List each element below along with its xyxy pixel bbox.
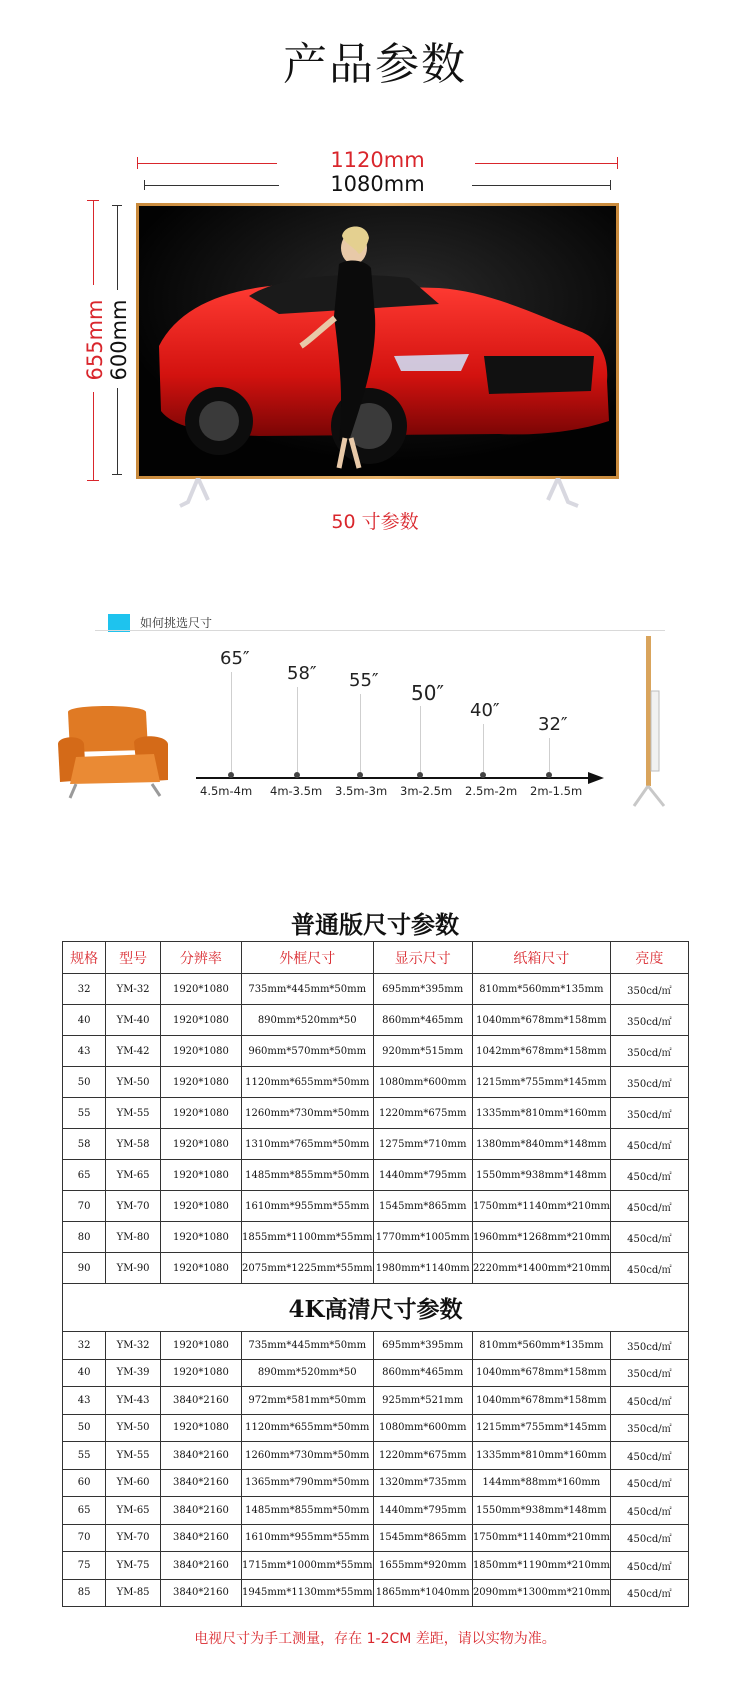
table-cell: YM-60 — [106, 1469, 161, 1497]
size-label-55: 55″ — [349, 670, 379, 691]
size-dot — [294, 772, 300, 778]
guide-divider — [95, 630, 665, 631]
size-label-65: 65″ — [220, 648, 250, 669]
size-label-40: 40″ — [470, 700, 500, 721]
table-row — [63, 1552, 689, 1580]
table-row — [63, 1253, 689, 1284]
distance-label: 2m-1.5m — [530, 784, 583, 798]
table-cell: YM-32 — [106, 974, 161, 1005]
table-cell: 1310mm*765mm*50mm — [241, 1129, 373, 1160]
table-cell: YM-65 — [106, 1497, 161, 1525]
screen-height-label: 600mm — [107, 299, 131, 381]
table-cell: 1715mm*1000mm*55mm — [241, 1552, 373, 1580]
header-spec: 规格 — [63, 942, 106, 974]
table-row — [63, 1332, 689, 1360]
table-cell: 50 — [63, 1067, 106, 1098]
table-cell: 695mm*395mm — [373, 974, 472, 1005]
table-cell: 65 — [63, 1497, 106, 1525]
table-cell: 80 — [63, 1222, 106, 1253]
table-cell: 1920*1080 — [160, 1222, 241, 1253]
header-display-size: 显示尺寸 — [373, 942, 472, 974]
size-label-50: 50″ — [411, 681, 444, 705]
table-cell: YM-55 — [106, 1098, 161, 1129]
size-label-32: 32″ — [538, 714, 568, 735]
table-row — [63, 1067, 689, 1098]
distance-label: 2.5m-2m — [465, 784, 518, 798]
table-cell: 350cd/㎡ — [610, 974, 688, 1005]
table-row — [63, 1524, 689, 1552]
table-cell: 1920*1080 — [160, 1160, 241, 1191]
table-cell: 450cd/㎡ — [610, 1253, 688, 1284]
table-cell: 3840*2160 — [160, 1387, 241, 1415]
table-cell: 350cd/㎡ — [610, 1005, 688, 1036]
table-cell: 1215mm*755mm*145mm — [472, 1414, 610, 1442]
table-row — [63, 1414, 689, 1442]
table-cell: 58 — [63, 1129, 106, 1160]
table-cell: YM-55 — [106, 1442, 161, 1470]
table-cell: YM-39 — [106, 1359, 161, 1387]
table-cell: 40 — [63, 1359, 106, 1387]
table-cell: 1960mm*1268mm*210mm — [472, 1222, 610, 1253]
table-cell: 1545mm*865mm — [373, 1191, 472, 1222]
distance-arrow — [196, 769, 596, 781]
table-cell: 1080mm*600mm — [373, 1067, 472, 1098]
size-guide-line — [483, 724, 484, 772]
table-cell: 350cd/㎡ — [610, 1332, 688, 1360]
table-cell: 1920*1080 — [160, 1332, 241, 1360]
table-cell: 1545mm*865mm — [373, 1524, 472, 1552]
table-cell: 1920*1080 — [160, 1191, 241, 1222]
size-guide-line — [549, 738, 550, 772]
size-guide-line — [231, 672, 232, 772]
table-row — [63, 1442, 689, 1470]
table-cell: 1440mm*795mm — [373, 1497, 472, 1525]
table-cell: 1865mm*1040mm — [373, 1579, 472, 1607]
table-cell: 450cd/㎡ — [610, 1579, 688, 1607]
table-cell: YM-70 — [106, 1191, 161, 1222]
table-cell: 1485mm*855mm*50mm — [241, 1160, 373, 1191]
table-cell: 860mm*465mm — [373, 1359, 472, 1387]
table-row — [63, 974, 689, 1005]
table-cell: 1850mm*1190mm*210mm — [472, 1552, 610, 1580]
table-cell: YM-90 — [106, 1253, 161, 1284]
table-row — [63, 1005, 689, 1036]
table-cell: 1440mm*795mm — [373, 1160, 472, 1191]
size-dot — [480, 772, 486, 778]
header-box-size: 纸箱尺寸 — [472, 942, 610, 974]
table-cell: 2220mm*1400mm*210mm — [472, 1253, 610, 1284]
size-dot — [228, 772, 234, 778]
table-cell: 1215mm*755mm*145mm — [472, 1067, 610, 1098]
distance-label: 3m-2.5m — [400, 784, 453, 798]
table-cell: 1610mm*955mm*55mm — [241, 1191, 373, 1222]
table-row — [63, 1579, 689, 1607]
table-cell: 90 — [63, 1253, 106, 1284]
table-cell: YM-32 — [106, 1332, 161, 1360]
table-cell: 32 — [63, 974, 106, 1005]
table-cell: YM-85 — [106, 1579, 161, 1607]
table-cell: 350cd/㎡ — [610, 1098, 688, 1129]
header-resolution: 分辨率 — [160, 942, 241, 974]
screen-width-label: 1080mm — [330, 172, 425, 196]
table-cell: 810mm*560mm*135mm — [472, 1332, 610, 1360]
table-cell: 450cd/㎡ — [610, 1160, 688, 1191]
table-cell: 1260mm*730mm*50mm — [241, 1442, 373, 1470]
table-cell: 1750mm*1140mm*210mm — [472, 1191, 610, 1222]
table-cell: 450cd/㎡ — [610, 1191, 688, 1222]
table-cell: 1040mm*678mm*158mm — [472, 1387, 610, 1415]
table-cell: YM-43 — [106, 1387, 161, 1415]
table-cell: 1365mm*790mm*50mm — [241, 1469, 373, 1497]
table-row — [63, 1359, 689, 1387]
uhd-table-title: 4K高清尺寸参数 — [63, 1284, 689, 1332]
table-cell: 960mm*570mm*50mm — [241, 1036, 373, 1067]
table-cell: 450cd/㎡ — [610, 1497, 688, 1525]
table-cell: 1920*1080 — [160, 1253, 241, 1284]
table-cell: 450cd/㎡ — [610, 1129, 688, 1160]
table-cell: 1220mm*675mm — [373, 1442, 472, 1470]
table-cell: 1945mm*1130mm*55mm — [241, 1579, 373, 1607]
distance-label: 4.5m-4m — [200, 784, 253, 798]
table-cell: 1550mm*938mm*148mm — [472, 1497, 610, 1525]
table-cell: 1920*1080 — [160, 1414, 241, 1442]
table-cell: 925mm*521mm — [373, 1387, 472, 1415]
table-row — [63, 1036, 689, 1067]
table-cell: 860mm*465mm — [373, 1005, 472, 1036]
table-cell: 1920*1080 — [160, 1036, 241, 1067]
uhd-title-row — [63, 1284, 689, 1332]
table-cell: 3840*2160 — [160, 1497, 241, 1525]
table-cell: 350cd/㎡ — [610, 1067, 688, 1098]
table-cell: 3840*2160 — [160, 1442, 241, 1470]
table-cell: 1855mm*1100mm*55mm — [241, 1222, 373, 1253]
table-cell: YM-65 — [106, 1160, 161, 1191]
tv-side-view-icon — [630, 636, 670, 815]
table-header-row — [63, 942, 689, 974]
table-cell: 450cd/㎡ — [610, 1524, 688, 1552]
table-cell: 1485mm*855mm*50mm — [241, 1497, 373, 1525]
guide-label: 如何挑选尺寸 — [140, 616, 213, 630]
table-cell: 890mm*520mm*50 — [241, 1005, 373, 1036]
table-cell: 3840*2160 — [160, 1469, 241, 1497]
sofa-icon — [56, 702, 176, 806]
distance-label: 3.5m-3m — [335, 784, 388, 798]
table-cell: 450cd/㎡ — [610, 1552, 688, 1580]
table-row — [63, 1222, 689, 1253]
table-cell: 40 — [63, 1005, 106, 1036]
table-cell: 70 — [63, 1524, 106, 1552]
table-row — [63, 1387, 689, 1415]
table-cell: 1655mm*920mm — [373, 1552, 472, 1580]
table-cell: 1040mm*678mm*158mm — [472, 1359, 610, 1387]
page-title: 产品参数 — [283, 39, 467, 90]
table-cell: 1260mm*730mm*50mm — [241, 1098, 373, 1129]
size-dot — [357, 772, 363, 778]
table-cell: YM-58 — [106, 1129, 161, 1160]
table-cell: 920mm*515mm — [373, 1036, 472, 1067]
outer-width-label: 1120mm — [330, 148, 425, 172]
table-cell: 350cd/㎡ — [610, 1414, 688, 1442]
table-cell: 450cd/㎡ — [610, 1442, 688, 1470]
table-cell: YM-50 — [106, 1067, 161, 1098]
table-cell: 32 — [63, 1332, 106, 1360]
table-cell: 695mm*395mm — [373, 1332, 472, 1360]
table-cell: 1080mm*600mm — [373, 1414, 472, 1442]
table-cell: 50 — [63, 1414, 106, 1442]
table-row — [63, 1497, 689, 1525]
footer-note: 电视尺寸为手工测量，存在 1-2CM 差距，请以实物为准。 — [194, 1631, 556, 1647]
table-cell: 3840*2160 — [160, 1552, 241, 1580]
table-cell: YM-42 — [106, 1036, 161, 1067]
table-cell: 43 — [63, 1036, 106, 1067]
header-brightness: 亮度 — [610, 942, 688, 974]
table-cell: 1770mm*1005mm — [373, 1222, 472, 1253]
table-row — [63, 1160, 689, 1191]
table-cell: 43 — [63, 1387, 106, 1415]
table-cell: 1920*1080 — [160, 1359, 241, 1387]
table-cell: 85 — [63, 1579, 106, 1607]
table-cell: YM-40 — [106, 1005, 161, 1036]
size-dot — [546, 772, 552, 778]
table-cell: 810mm*560mm*135mm — [472, 974, 610, 1005]
standard-table-title: 普通版尺寸参数 — [291, 911, 459, 939]
table-cell: 1275mm*710mm — [373, 1129, 472, 1160]
table-cell: YM-70 — [106, 1524, 161, 1552]
table-cell: 1335mm*810mm*160mm — [472, 1098, 610, 1129]
table-cell: 1120mm*655mm*50mm — [241, 1067, 373, 1098]
table-cell: 1335mm*810mm*160mm — [472, 1442, 610, 1470]
table-cell: 3840*2160 — [160, 1524, 241, 1552]
table-cell: 350cd/㎡ — [610, 1036, 688, 1067]
size-dot — [417, 772, 423, 778]
table-cell: 450cd/㎡ — [610, 1469, 688, 1497]
table-cell: 735mm*445mm*50mm — [241, 974, 373, 1005]
table-cell: 65 — [63, 1160, 106, 1191]
table-cell: YM-75 — [106, 1552, 161, 1580]
size-guide-line — [420, 706, 421, 772]
outer-height-label: 655mm — [83, 299, 107, 381]
table-cell: 972mm*581mm*50mm — [241, 1387, 373, 1415]
size-guide-line — [360, 694, 361, 772]
table-cell: 1040mm*678mm*158mm — [472, 1005, 610, 1036]
table-cell: 450cd/㎡ — [610, 1222, 688, 1253]
table-cell: 55 — [63, 1098, 106, 1129]
header-outer-size: 外框尺寸 — [241, 942, 373, 974]
table-cell: 1220mm*675mm — [373, 1098, 472, 1129]
table-cell: 55 — [63, 1442, 106, 1470]
table-cell: 1920*1080 — [160, 1005, 241, 1036]
table-cell: 350cd/㎡ — [610, 1359, 688, 1387]
table-cell: 1920*1080 — [160, 1129, 241, 1160]
table-cell: 735mm*445mm*50mm — [241, 1332, 373, 1360]
table-cell: 144mm*88mm*160mm — [472, 1469, 610, 1497]
header-model: 型号 — [106, 942, 161, 974]
table-cell: 2075mm*1225mm*55mm — [241, 1253, 373, 1284]
table-cell: 1042mm*678mm*158mm — [472, 1036, 610, 1067]
size-guide-line — [297, 687, 298, 772]
size-caption: 50 寸参数 — [331, 511, 419, 533]
table-row — [63, 1129, 689, 1160]
table-cell: 2090mm*1300mm*210mm — [472, 1579, 610, 1607]
table-row — [63, 1191, 689, 1222]
table-cell: 1380mm*840mm*148mm — [472, 1129, 610, 1160]
table-cell: 1920*1080 — [160, 1098, 241, 1129]
size-label-58: 58″ — [287, 663, 317, 684]
table-cell: YM-50 — [106, 1414, 161, 1442]
tv-screen-image — [139, 206, 616, 476]
table-cell: 70 — [63, 1191, 106, 1222]
table-cell: 1120mm*655mm*50mm — [241, 1414, 373, 1442]
table-cell: 1920*1080 — [160, 974, 241, 1005]
table-cell: 1320mm*735mm — [373, 1469, 472, 1497]
table-cell: 1920*1080 — [160, 1067, 241, 1098]
table-cell: 75 — [63, 1552, 106, 1580]
table-cell: 1550mm*938mm*148mm — [472, 1160, 610, 1191]
table-cell: 1610mm*955mm*55mm — [241, 1524, 373, 1552]
distance-label: 4m-3.5m — [270, 784, 323, 798]
spec-table — [62, 941, 689, 1607]
table-cell: 1980mm*1140mm — [373, 1253, 472, 1284]
table-cell: YM-80 — [106, 1222, 161, 1253]
table-cell: 1750mm*1140mm*210mm — [472, 1524, 610, 1552]
table-cell: 60 — [63, 1469, 106, 1497]
table-cell: 450cd/㎡ — [610, 1387, 688, 1415]
table-row — [63, 1098, 689, 1129]
table-row — [63, 1469, 689, 1497]
table-cell: 3840*2160 — [160, 1579, 241, 1607]
table-cell: 890mm*520mm*50 — [241, 1359, 373, 1387]
